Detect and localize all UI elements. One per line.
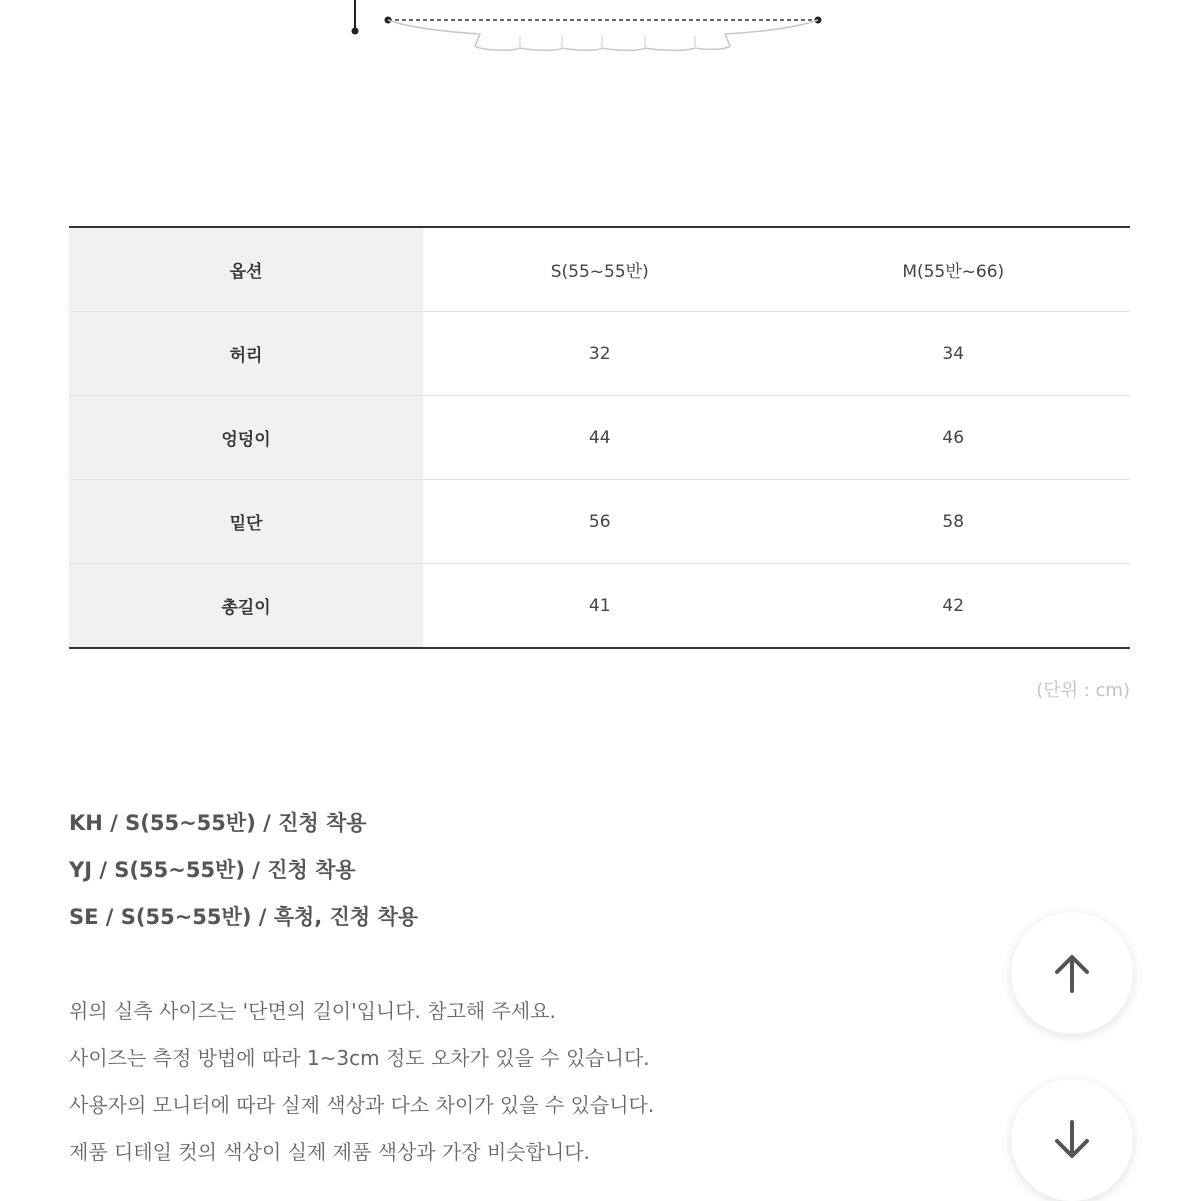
- table-header-row: [69, 227, 1130, 312]
- arrow-up-icon: [1048, 949, 1096, 997]
- table-row: [69, 564, 1130, 649]
- skirt-measurement-illustration: [340, 0, 840, 60]
- model-fit-note: KH / S(55~55반) / 진청 착용: [69, 811, 367, 835]
- model-fit-note: SE / S(55~55반) / 흑청, 진청 착용: [69, 905, 419, 929]
- info-note: 사이즈는 측정 방법에 따라 1~3cm 정도 오차가 있을 수 있습니다.: [69, 1046, 650, 1070]
- table-row: [69, 396, 1130, 480]
- measurement-value: 46: [777, 396, 1131, 480]
- info-note: 사용자의 모니터에 따라 실제 색상과 다소 차이가 있을 수 있습니다.: [69, 1093, 655, 1117]
- arrow-down-icon: [1048, 1116, 1096, 1164]
- measurement-value: 41: [588, 595, 611, 616]
- measurement-label: 밑단: [69, 480, 423, 564]
- measurement-value: 44: [423, 396, 777, 480]
- measurement-value: 42: [942, 595, 965, 616]
- model-fit-note: YJ / S(55~55반) / 진청 착용: [69, 858, 356, 882]
- info-note: 위의 실측 사이즈는 '단면의 길이'입니다. 참고해 주세요.: [69, 999, 556, 1023]
- size-info-notes: [69, 994, 654, 1182]
- measurement-value: 58: [777, 480, 1131, 564]
- scroll-to-top-button[interactable]: [1011, 912, 1133, 1034]
- model-fit-notes: [69, 806, 418, 947]
- size-column-header: S(55~55반): [423, 227, 777, 312]
- measurement-label: 총길이: [69, 564, 423, 649]
- size-column-header: M(55반~66): [777, 227, 1131, 312]
- measurement-value: 32: [423, 312, 777, 396]
- info-note: 제품 디테일 컷의 색상이 실제 제품 색상과 가장 비슷합니다.: [69, 1140, 590, 1164]
- table-row: [69, 312, 1130, 396]
- option-header-cell: 옵션: [69, 227, 423, 312]
- table-row: [69, 480, 1130, 564]
- measurement-value: 34: [777, 312, 1131, 396]
- measurement-label: 엉덩이: [69, 396, 423, 480]
- scroll-to-bottom-button[interactable]: [1011, 1079, 1133, 1201]
- size-table: [69, 226, 1130, 649]
- measurement-value: 56: [423, 480, 777, 564]
- unit-note: (단위 : cm): [1036, 680, 1130, 701]
- measurement-label: 허리: [69, 312, 423, 396]
